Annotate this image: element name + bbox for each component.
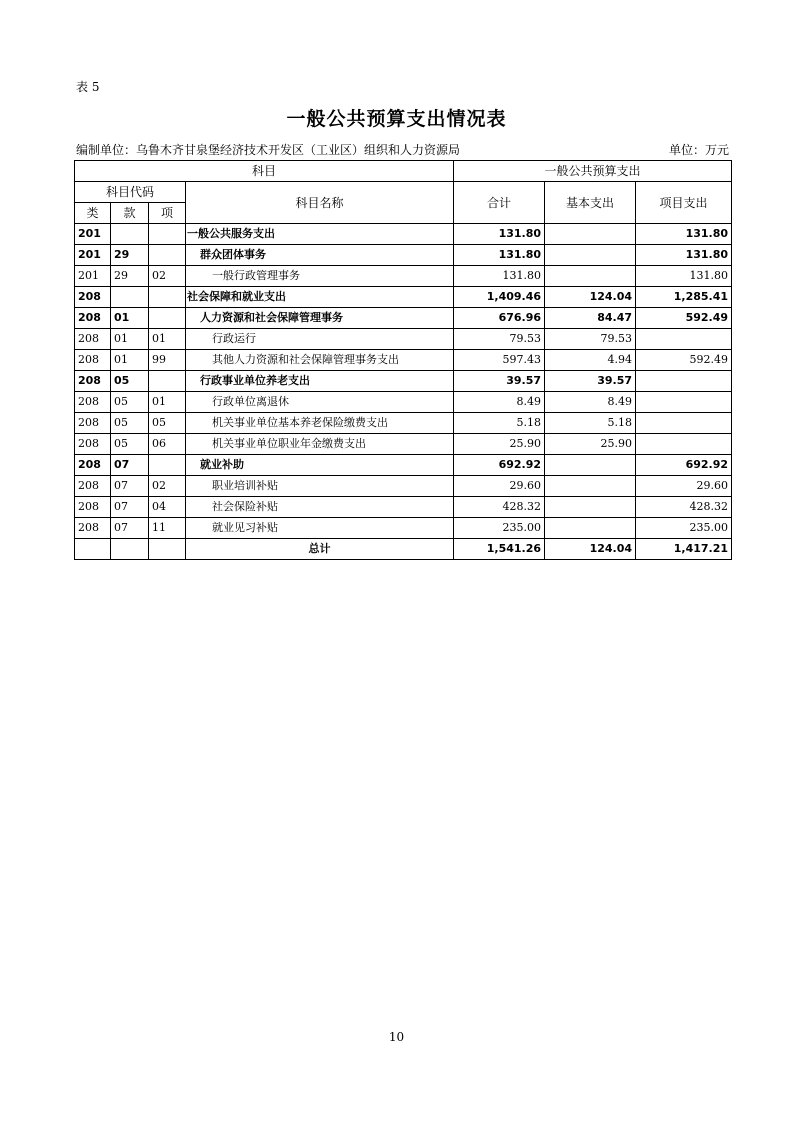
project-amount: 131.80 [636,266,732,287]
project-amount [636,413,732,434]
class-code: 208 [75,392,111,413]
header-basic: 基本支出 [545,182,636,224]
item-code: 06 [149,434,186,455]
basic-amount: 25.90 [545,434,636,455]
project-amount: 131.80 [636,245,732,266]
project-amount: 1,285.41 [636,287,732,308]
item-code [149,287,186,308]
project-amount: 235.00 [636,518,732,539]
project-amount: 131.80 [636,224,732,245]
section-code: 07 [111,497,149,518]
total-empty-3 [149,539,186,560]
total-amount: 5.18 [454,413,545,434]
subject-name: 行政运行 [186,329,454,350]
total-amount: 692.92 [454,455,545,476]
total-empty-2 [111,539,149,560]
budget-expenditure-table [74,160,732,560]
subject-name: 一般行政管理事务 [186,266,454,287]
total-amount: 428.32 [454,497,545,518]
project-amount: 592.49 [636,350,732,371]
total-amount: 131.80 [454,245,545,266]
class-code: 201 [75,266,111,287]
section-code: 01 [111,350,149,371]
item-code [149,455,186,476]
section-code: 05 [111,413,149,434]
table-row [75,455,732,476]
project-amount: 428.32 [636,497,732,518]
table-row [75,497,732,518]
basic-amount [545,245,636,266]
total-amount: 39.57 [454,371,545,392]
table-row [75,476,732,497]
table-row [75,245,732,266]
page-number: 10 [388,1030,405,1044]
class-code: 208 [75,350,111,371]
item-code: 02 [149,476,186,497]
table-row [75,434,732,455]
subject-name: 就业见习补贴 [186,518,454,539]
class-code: 208 [75,413,111,434]
basic-amount [545,518,636,539]
section-code: 29 [111,266,149,287]
class-code: 208 [75,497,111,518]
section-code: 01 [111,329,149,350]
table-row [75,224,732,245]
compiling-unit: 编制单位：乌鲁木齐甘泉堡经济技术开发区（工业区）组织和人力资源局 [76,143,461,157]
basic-amount: 8.49 [545,392,636,413]
item-code: 99 [149,350,186,371]
table-row [75,413,732,434]
basic-amount [545,266,636,287]
table-row [75,518,732,539]
total-amount: 25.90 [454,434,545,455]
subject-name: 行政事业单位养老支出 [186,371,454,392]
item-code: 11 [149,518,186,539]
subject-name: 职业培训补贴 [186,476,454,497]
header-section: 款 [111,203,149,224]
section-code: 07 [111,476,149,497]
total-amount: 8.49 [454,392,545,413]
item-code [149,245,186,266]
total-amount: 131.80 [454,224,545,245]
subject-name: 机关事业单位基本养老保险缴费支出 [186,413,454,434]
item-code: 02 [149,266,186,287]
header-class: 类 [75,203,111,224]
header-budget-group: 一般公共预算支出 [454,161,732,182]
subject-name: 就业补助 [186,455,454,476]
project-amount [636,392,732,413]
class-code: 208 [75,434,111,455]
total-label: 总计 [186,539,454,560]
section-code [111,287,149,308]
item-code: 01 [149,392,186,413]
subject-name: 其他人力资源和社会保障管理事务支出 [186,350,454,371]
total-basic: 124.04 [545,539,636,560]
section-code: 29 [111,245,149,266]
section-code: 05 [111,434,149,455]
total-amount: 79.53 [454,329,545,350]
project-amount: 592.49 [636,308,732,329]
item-code: 01 [149,329,186,350]
item-code [149,308,186,329]
basic-amount: 84.47 [545,308,636,329]
basic-amount: 39.57 [545,371,636,392]
class-code: 208 [75,329,111,350]
section-code: 07 [111,455,149,476]
item-code [149,371,186,392]
subject-name: 群众团体事务 [186,245,454,266]
basic-amount: 79.53 [545,329,636,350]
section-code: 01 [111,308,149,329]
subject-name: 人力资源和社会保障管理事务 [186,308,454,329]
project-amount: 692.92 [636,455,732,476]
total-amount: 29.60 [454,476,545,497]
header-subject-name: 科目名称 [186,182,454,224]
item-code [149,224,186,245]
total-amount: 131.80 [454,266,545,287]
total-empty-1 [75,539,111,560]
basic-amount [545,224,636,245]
header-item: 项 [149,203,186,224]
basic-amount: 5.18 [545,413,636,434]
class-code: 208 [75,476,111,497]
total-amount: 1,409.46 [454,287,545,308]
currency-unit: 单位：万元 [668,143,729,157]
item-code: 05 [149,413,186,434]
basic-amount: 124.04 [545,287,636,308]
section-code [111,224,149,245]
section-code: 05 [111,371,149,392]
basic-amount [545,476,636,497]
table-row [75,266,732,287]
class-code: 201 [75,245,111,266]
table-row [75,308,732,329]
class-code: 208 [75,518,111,539]
project-amount: 29.60 [636,476,732,497]
project-amount [636,329,732,350]
table-row [75,287,732,308]
class-code: 208 [75,287,111,308]
total-row [75,539,732,560]
class-code: 208 [75,371,111,392]
project-amount [636,371,732,392]
basic-amount: 4.94 [545,350,636,371]
item-code: 04 [149,497,186,518]
total-amount: 235.00 [454,518,545,539]
total-sum: 1,541.26 [454,539,545,560]
table-row [75,371,732,392]
basic-amount [545,497,636,518]
table-row [75,350,732,371]
subject-name: 社会保险补贴 [186,497,454,518]
project-amount [636,434,732,455]
section-code: 05 [111,392,149,413]
table-number: 表 5 [76,80,100,94]
header-subject: 科目 [75,161,454,182]
header-code-group: 科目代码 [75,182,186,203]
header-total: 合计 [454,182,545,224]
class-code: 208 [75,455,111,476]
table-row [75,329,732,350]
class-code: 208 [75,308,111,329]
subject-name: 行政单位离退休 [186,392,454,413]
page-title: 一般公共预算支出情况表 [286,108,507,130]
total-amount: 676.96 [454,308,545,329]
total-amount: 597.43 [454,350,545,371]
section-code: 07 [111,518,149,539]
subject-name: 一般公共服务支出 [186,224,454,245]
total-project: 1,417.21 [636,539,732,560]
basic-amount [545,455,636,476]
header-project: 项目支出 [636,182,732,224]
table-row [75,392,732,413]
table-body [75,224,732,539]
subject-name: 社会保障和就业支出 [186,287,454,308]
subject-name: 机关事业单位职业年金缴费支出 [186,434,454,455]
class-code: 201 [75,224,111,245]
